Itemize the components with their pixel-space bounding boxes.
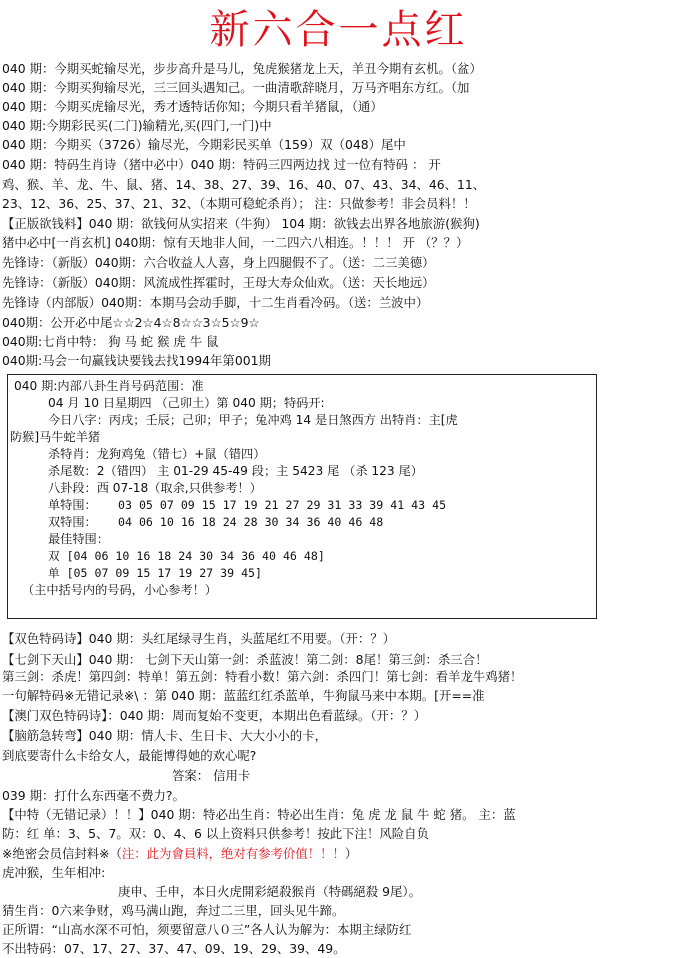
text-line: 039 期：打什么东西毫不费力?。 <box>2 788 185 803</box>
text-line: 不出特码：07、17、27、37、47、09、19、29、39、49。 <box>2 941 346 956</box>
text-line: 先锋诗（内部版）040期：本期马会动手脚，十二生肖看冷码。（送：兰波中） <box>2 295 429 310</box>
box-special-label: 单特围： <box>48 498 97 512</box>
text-line: 到底要寄什么卡给女人，最能博得她的欢心呢? <box>2 748 257 763</box>
text-line: 【双色特码诗】040 期：头红尾绿寻生肖，头蓝尾红不用要。（开：？） <box>2 631 396 646</box>
text-line: 先锋诗：（新版）040期：风流成性挥霍时，王母大寿众仙欢。（送：天长地远） <box>2 275 435 290</box>
box-kill-zodiac: 杀特肖：龙狗鸡兔（错七）+鼠（错四） <box>48 447 266 461</box>
text-line: 正所谓：“山高水深不可怕，须要留意八０三”各人认为解为：本期主绿防红 <box>2 922 412 937</box>
text-line: 【脑筋急转弯】040 期：情人卡、生日卡、大大小小的卡， <box>2 728 327 743</box>
box-bazi: 今日八字：丙戌；壬辰；己卯；甲子；兔冲鸡 14 是日煞西方 出特肖：主[虎 <box>48 413 458 427</box>
text-line: 鸡、猴、羊、龙、牛、鼠、猪、14、38、27、39、16、40、07、43、34、46、11、 <box>2 177 486 192</box>
vip-line <box>2 844 675 863</box>
text-line: 040 期：今期买蛇输尽光，步步高升是马儿，兔虎猴猪龙上天，羊丑今期有玄机。（盆） <box>2 61 482 76</box>
box-kill-tail: 杀尾数：2（错四） 主 01-29 45-49 段；主 5423 尾 （杀 123 尾） <box>48 464 423 478</box>
text-line: 23、12、36、25、37、21、32、（本期可稳蛇杀肖）； 注：只做参考！非会员料！！ <box>2 196 476 211</box>
box-best-single: 单 [05 07 09 15 17 19 27 39 45] <box>48 566 263 580</box>
box-bagua: 八卦段：西 07-18（取余,只供参考！） <box>48 481 262 495</box>
box-note: （主中括号内的号码，小心参考！） <box>22 583 217 597</box>
text-line: 040 期:今期彩民买(二门)输精光,买(四门,一门)中 <box>2 118 272 133</box>
box-best-double: 双 [04 06 10 16 18 24 30 34 36 40 46 48] <box>48 549 325 563</box>
text-line: 一句解特码※无错记录※\ ：第 040 期：蓝蓝红红杀蓝单，牛狗鼠马来中本期。[开==准 <box>2 688 485 703</box>
text-line: 虎冲猴，生年相冲: <box>2 865 106 880</box>
text-line: 【七剑下天山】040 期： 七剑下天山第一剑：杀蓝波！第二剑：8尾！第三剑：杀三合！ <box>2 652 488 667</box>
bagua-box <box>7 374 597 619</box>
text-line: 【正版欲钱料】040 期：欲钱何从实招来（牛狗） 104 期：欲钱去出界各地旅游(猴狗) <box>2 216 480 231</box>
box-best-label: 最佳特围： <box>48 532 109 546</box>
text-line: 040期：公开必中尾☆☆2☆4☆8☆☆3☆5☆9☆ <box>2 315 260 330</box>
vip-red-note: 注：此为會員料，绝对有参考价值！！！ <box>121 846 345 861</box>
text-line: 防：红 单：3、5、7。双：0、4、6 以上资料只供参考！按此下注！风险自负 <box>2 826 429 841</box>
box-bazi-cont: 防猴]马牛蛇羊猪 <box>10 430 101 444</box>
vip-suffix: ） <box>344 846 358 861</box>
box-header: 040 期:内部八卦生肖号码范围：准 <box>14 379 204 393</box>
text-line: 先锋诗：（新版）040期：六合收益人人喜，身上四腿假不了。（送：二三美德） <box>2 255 435 270</box>
box-date: 04 月 10 日星期四 （己卯土）第 040 期；特码开: <box>48 396 325 410</box>
text-line: 【澳门双色特码诗】：040 期：周而复始不变更，本期出色看蓝绿。（开：？） <box>2 708 427 723</box>
text-line: 040 期：今期买虎输尽光，秀才透特话你知；今期只看羊猪鼠，（通） <box>2 99 383 114</box>
text-line: 猜生肖：0六来争财，鸡马满山跑，奔过二三里，回头见牛蹄。 <box>2 903 345 918</box>
text-line: 庚申、壬申，本日火虎開彩絕殺猴肖（特碼絕殺 9尾）。 <box>118 884 421 899</box>
text-line: 040 期：今期买狗输尽光，三三回头遇知己。一曲清歌辞晓月，万马齐唱东方红。（加 <box>2 80 470 95</box>
vip-prefix: ※绝密会员信封料※（ <box>2 846 122 861</box>
box-double-label: 双特围： <box>48 515 97 529</box>
text-line: 第三剑：杀虎！第四剑：特单！第五剑：特看小数！第六剑：杀四门！第七剑：看羊龙牛鸡猪！ <box>2 669 523 684</box>
text-line: 猪中必中[一肖玄机] 040期：惊有天地非人间，一二四六八相连。！！！ 开 （？？） <box>2 235 469 250</box>
box-double-nums: 04 06 10 16 18 24 28 30 34 36 40 46 48 <box>118 515 384 529</box>
text-line: 040 期：特码生肖诗（猪中必中）040 期：特码三四两边找 过一位有特码 ： 开 <box>2 157 441 172</box>
riddle-answer: 答案： 信用卡 <box>172 768 251 783</box>
box-special-nums: 03 05 07 09 15 17 19 21 27 29 31 33 39 41 43 45 <box>118 498 447 512</box>
text-line: 040期:七肖中特： 狗 马 蛇 猴 虎 牛 鼠 <box>2 334 219 349</box>
text-line: 040 期：今期买（3726）输尽光，今期彩民买单（159）双（048）尾中 <box>2 137 406 152</box>
text-line: 040期:马会一句赢钱诀要钱去找1994年第001期 <box>2 353 271 368</box>
page-title: 新六合一点红 <box>209 7 468 53</box>
text-line: 【中特（无错记录）！！】040 期：特必出生肖：特必出生肖：兔 虎 龙 鼠 牛 蛇 猪。 主：蓝 <box>2 807 516 822</box>
